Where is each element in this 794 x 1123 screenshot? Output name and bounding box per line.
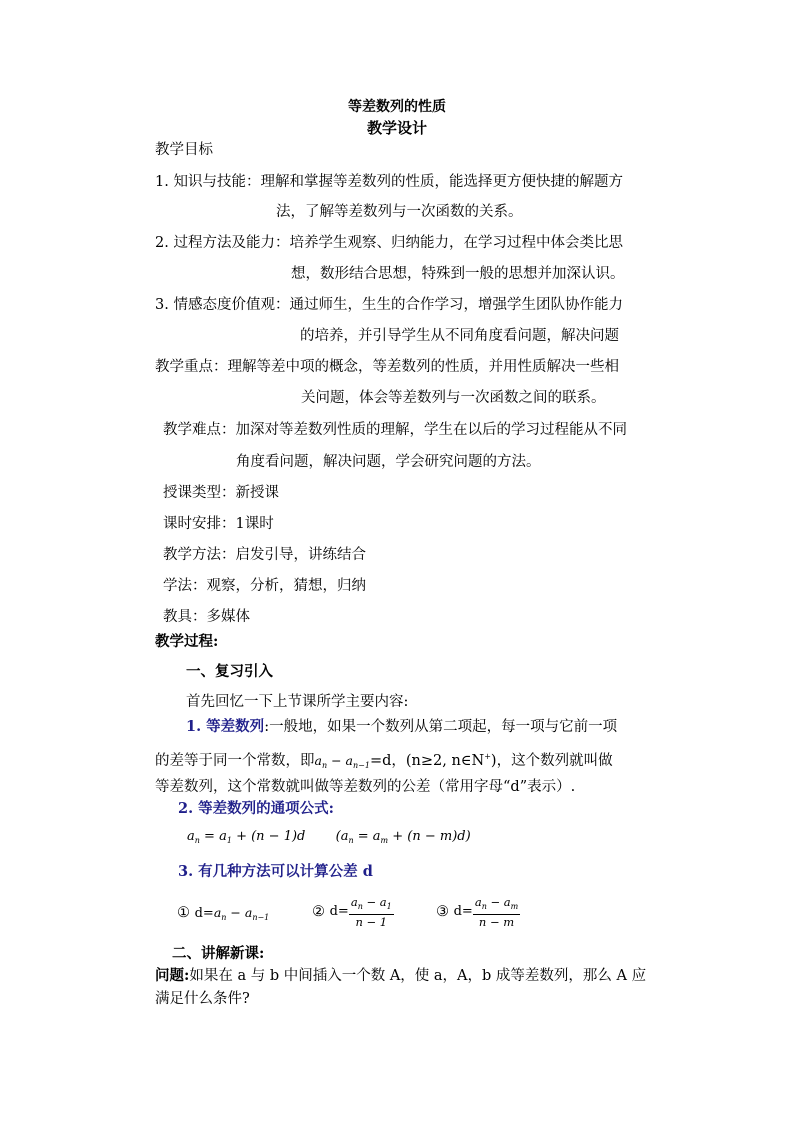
method-1-marker: ① xyxy=(177,905,190,921)
question-line-1 xyxy=(155,966,646,986)
method-1-expression: $a_n - a_{n-1}$ xyxy=(213,905,270,922)
general-formula-label: 2. 等差数列的通项公式: xyxy=(178,800,335,817)
method-2-d: d= xyxy=(329,904,349,919)
definition-line-2: 的差等于同一个常数，即$a_n - a_{n-1}=d$，(n≥2, n∈N+)，这个数列就叫做 xyxy=(155,752,613,770)
question-line-2: 满足什么条件? xyxy=(155,991,250,1007)
document-title: 等差数列的性质 xyxy=(348,99,446,115)
difference-expression: $a_n - a_{n-1}$ xyxy=(314,752,370,770)
method-3-marker: ③ xyxy=(436,904,449,920)
general-formula: $a_n = a_1 + (n - 1)d$ $(a_n = a_m + (n - m)d)$ xyxy=(187,829,471,845)
difficulty-line-1: 教学难点：加深对等差数列性质的理解，学生在以后的学习过程能从不同 xyxy=(163,422,627,438)
objective-2-line-2: 想，数形结合思想，特殊到一般的思想并加深认识。 xyxy=(291,266,625,282)
method-3-fraction: $\frac{a_n - a_m}{n - m}$ xyxy=(474,895,519,929)
definition-text-1: :一般地，如果一个数列从第二项起，每一项与它前一项 xyxy=(264,719,618,735)
method-3-d: d= xyxy=(453,904,473,919)
document-subtitle: 教学设计 xyxy=(366,119,427,137)
method-3 xyxy=(436,895,520,929)
method-2-fraction: $\frac{a_n - a_1}{n - 1}$ xyxy=(350,895,392,929)
objective-1-line-1: 1. 知识与技能：理解和掌握等差数列的性质，能选择更方便快捷的解题方 xyxy=(155,174,623,190)
question-text-1: 如果在 a 与 b 中间插入一个数 A，使 a，A，b 成等差数列，那么 A 应 xyxy=(189,968,647,984)
objectives-heading: 教学目标 xyxy=(155,142,213,158)
keypoint-line-1: 教学重点：理解等差中项的概念，等差数列的性质，并用性质解决一些相 xyxy=(155,359,619,375)
objective-3-line-2: 的培养，并引导学生从不同角度看问题，解决问题 xyxy=(300,328,619,344)
definition-text-2c: )，这个数列就叫做 xyxy=(490,752,613,769)
methods-label: 3. 有几种方法可以计算公差 d xyxy=(178,863,373,880)
section-review-heading: 一、复习引入 xyxy=(186,663,273,680)
definition-text-2a: 的差等于同一个常数，即 xyxy=(155,752,315,769)
objective-2-line-1: 2. 过程方法及能力：培养学生观察、归纳能力，在学习过程中体会类比思 xyxy=(155,235,623,251)
objective-1-line-2: 法，了解等差数列与一次函数的关系。 xyxy=(276,204,523,220)
definition-line-3: 等差数列，这个常数就叫做等差数列的公差（常用字母“d”表示）. xyxy=(155,779,576,795)
process-heading: 教学过程: xyxy=(155,633,219,650)
teaching-method: 教学方法：启发引导，讲练结合 xyxy=(163,547,366,563)
lesson-type: 授课类型：新授课 xyxy=(163,485,279,501)
difficulty-line-2: 角度看问题，解决问题，学会研究问题的方法。 xyxy=(236,454,541,470)
method-2-marker: ② xyxy=(312,904,325,920)
method-2 xyxy=(312,895,394,929)
question-label: 问题: xyxy=(155,967,190,984)
method-1 xyxy=(177,903,269,928)
objective-3-line-1: 3. 情感态度价值观：通过师生，生生的合作学习，增强学生团队协作能力 xyxy=(155,297,623,313)
study-method: 学法：观察，分析，猜想，归纳 xyxy=(163,578,366,594)
lesson-schedule: 课时安排：1课时 xyxy=(163,516,274,532)
definition-label: 1. 等差数列 xyxy=(186,718,265,735)
section-new-lesson-heading: 二、讲解新课: xyxy=(172,945,265,962)
method-1-d: d= xyxy=(194,906,214,921)
teaching-tools: 教具：多媒体 xyxy=(163,609,250,625)
recall-intro: 首先回忆一下上节课所学主要内容: xyxy=(186,694,409,710)
definition-line-1 xyxy=(186,717,617,737)
keypoint-line-2: 关问题，体会等差数列与一次函数之间的联系。 xyxy=(301,390,606,406)
definition-text-2b: =d，(n≥2, n∈N xyxy=(369,752,485,769)
